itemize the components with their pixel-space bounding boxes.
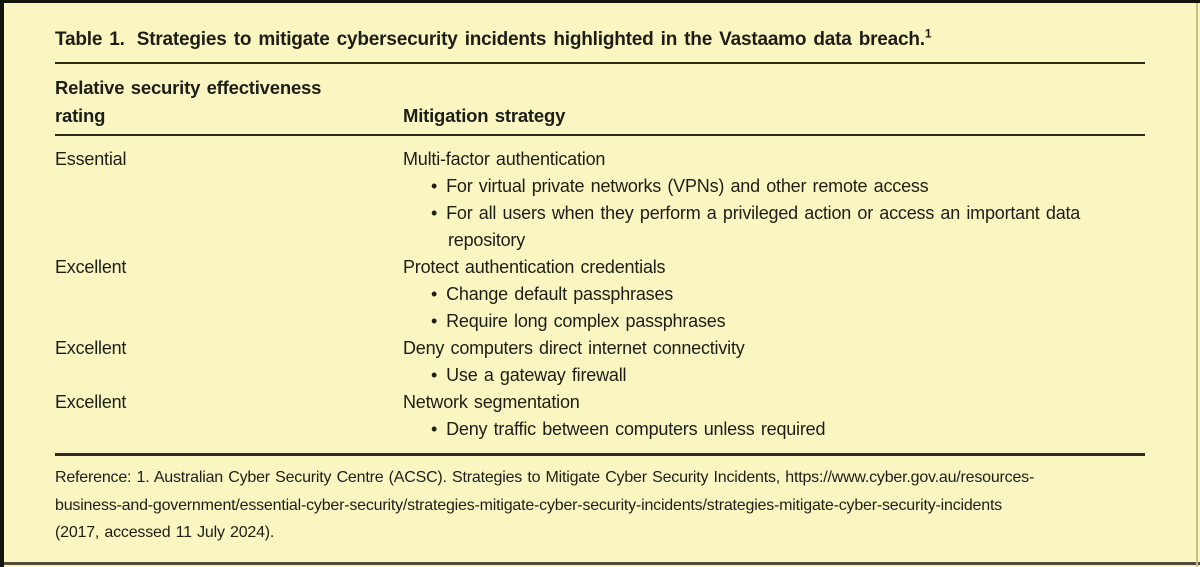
rating-cell: Essential	[55, 149, 127, 169]
table-content	[55, 3, 1145, 547]
strategy-cell	[403, 389, 1145, 443]
reference-line-3: (2017, accessed 11 July 2024).	[55, 524, 275, 541]
bullet-text: For virtual private networks (VPNs) and other remote access	[446, 176, 929, 196]
table-number-label: Table 1.	[55, 29, 125, 50]
bullet-icon: •	[431, 419, 438, 439]
reference-footnote	[55, 456, 1145, 547]
bullet-text: Deny traffic between computers unless required	[446, 419, 826, 439]
table-title-text: Strategies to mitigate cybersecurity incidents highlighted in the Vastaamo data breach.	[136, 29, 925, 50]
bullet-icon: •	[431, 311, 438, 331]
reference-line-2: business-and-government/essential-cyber-security/strategies-mitigate-cyber-security-incidents/strategies-mitigate-cyber-security-incidents	[55, 496, 1002, 514]
rating-cell: Excellent	[55, 392, 127, 412]
strategy-name: Network segmentation	[403, 392, 580, 412]
bullet-item	[403, 416, 1145, 443]
rating-column-header	[55, 74, 403, 130]
strategy-cell	[403, 335, 1145, 389]
strategy-name: Deny computers direct internet connectivity	[403, 338, 745, 358]
reference-superscript: 1	[924, 26, 932, 41]
bullet-item	[403, 362, 1145, 389]
bullet-icon: •	[431, 365, 438, 385]
table-body	[55, 136, 1145, 453]
reference-line-1: Reference: 1. Australian Cyber Security Centre (ACSC). Strategies to Mitigate Cyber Security Incidents, https://www.cyber.gov.au/resources-	[55, 469, 1035, 486]
strategy-cell	[403, 254, 1145, 335]
bullet-item	[403, 200, 1145, 227]
strategy-column-header	[403, 102, 1145, 130]
bullet-text-continuation: repository	[448, 230, 526, 250]
rating-cell: Excellent	[55, 257, 127, 277]
strategy-cell	[403, 146, 1145, 254]
panel-right-edge	[1196, 3, 1198, 567]
table-caption	[55, 3, 1145, 52]
rating-header-line-2: rating	[55, 105, 106, 126]
bullet-text: Use a gateway firewall	[446, 365, 627, 385]
table-row	[55, 389, 1145, 443]
bullet-item	[403, 173, 1145, 200]
strategy-name: Multi-factor authentication	[403, 149, 606, 169]
bullet-icon: •	[431, 284, 438, 304]
bullet-icon: •	[431, 203, 438, 223]
strategy-header-label: Mitigation strategy	[403, 105, 566, 126]
table-row	[55, 254, 1145, 335]
strategy-name: Protect authentication credentials	[403, 257, 666, 277]
bullet-item	[403, 308, 1145, 335]
panel-bottom-edge	[4, 562, 1200, 565]
rating-header-line-1: Relative security effectiveness	[55, 77, 322, 98]
bullet-item	[403, 281, 1145, 308]
bullet-text: Require long complex passphrases	[446, 311, 726, 331]
bullet-text: For all users when they perform a privileged action or access an important data	[446, 203, 1081, 223]
table-row	[55, 146, 1145, 254]
bullet-text: Change default passphrases	[446, 284, 674, 304]
rating-cell: Excellent	[55, 338, 127, 358]
table-row	[55, 335, 1145, 389]
bullet-icon: •	[431, 176, 438, 196]
table-header-row	[55, 64, 1145, 130]
